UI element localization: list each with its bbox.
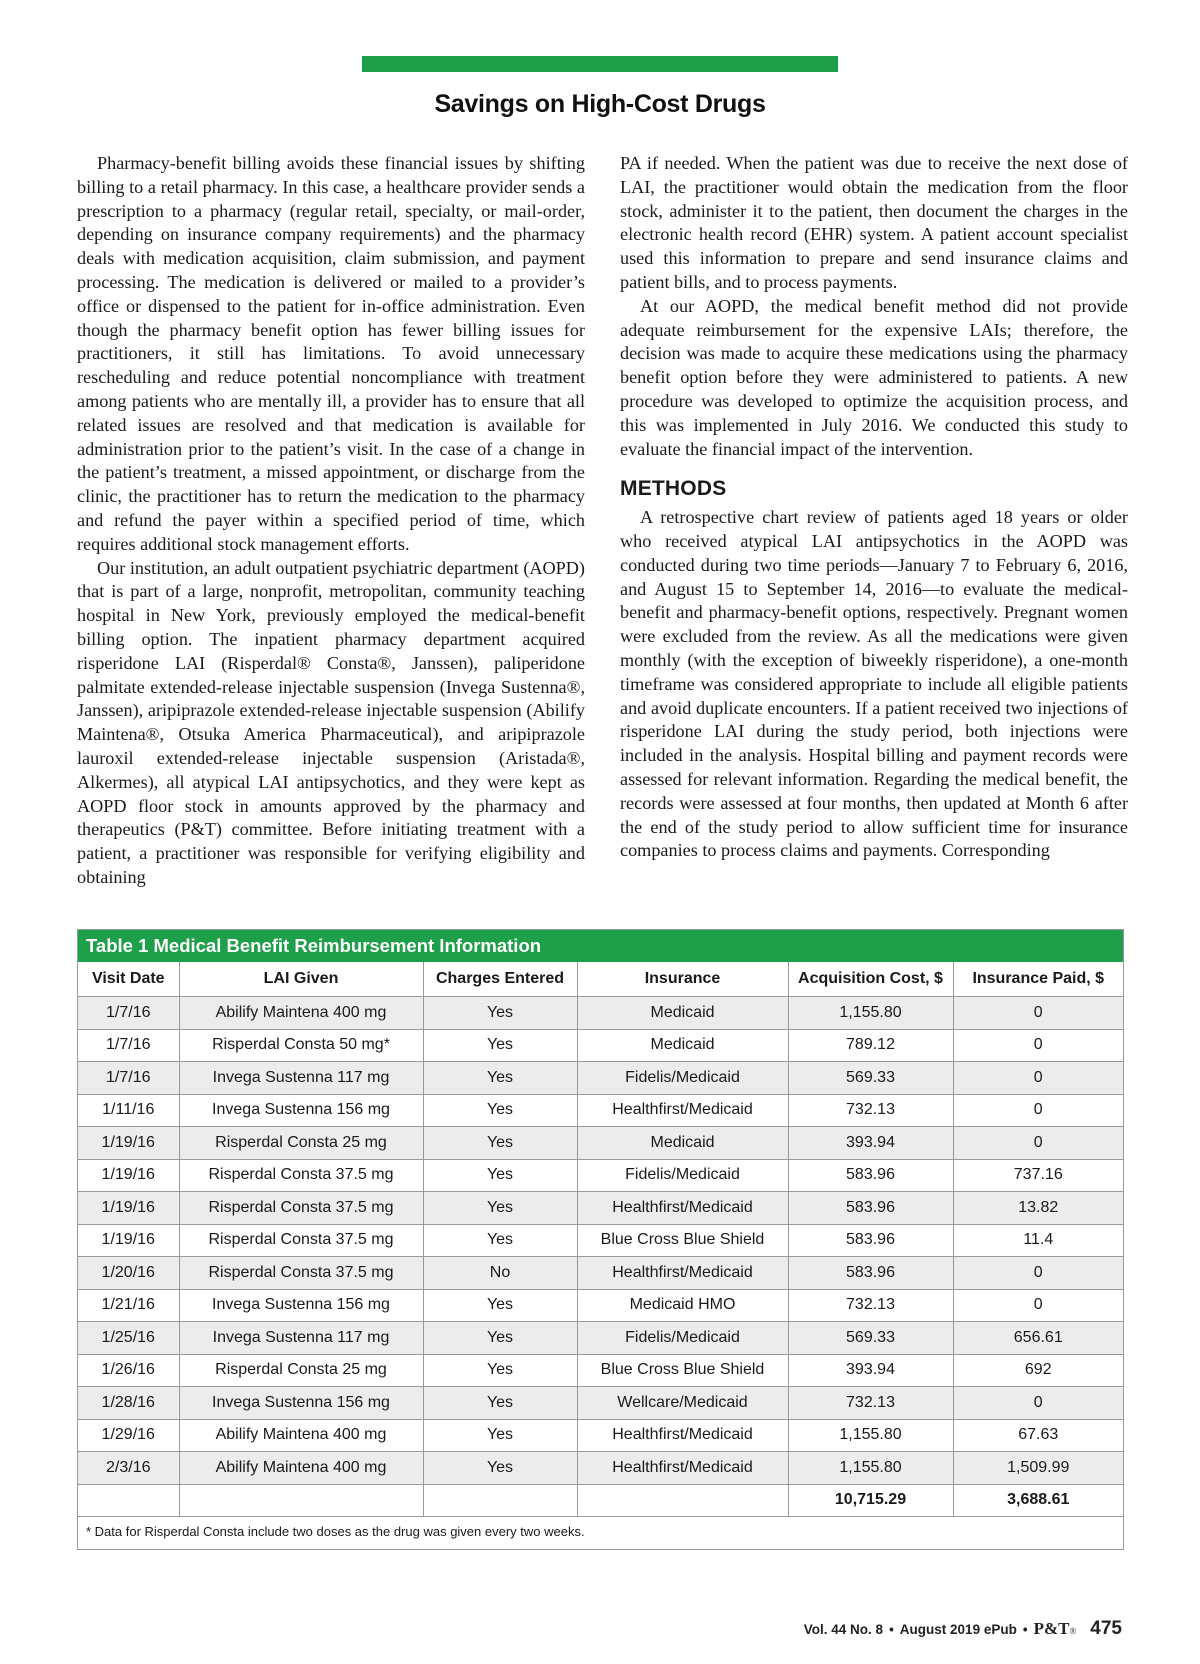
cell-insurance: Healthfirst/Medicaid xyxy=(577,1257,788,1290)
cell-charges-entered: Yes xyxy=(423,1094,577,1127)
cell-charges-entered: Yes xyxy=(423,1419,577,1452)
cell-charges-entered: Yes xyxy=(423,1289,577,1322)
table-footnote: * Data for Risperdal Consta include two doses as the drug was given every two weeks. xyxy=(86,1524,585,1539)
reimbursement-table xyxy=(78,962,1123,1517)
cell-insurance-paid: 0 xyxy=(953,1029,1123,1062)
cell-visit-date: 1/7/16 xyxy=(78,1029,179,1062)
total-visit-date xyxy=(78,1484,179,1517)
header-insurance-paid: Insurance Paid, $ xyxy=(953,962,1123,997)
cell-lai-given: Invega Sustenna 156 mg xyxy=(179,1289,423,1322)
paragraph: Our institution, an adult outpatient psychiatric department (AOPD) that is part of a large, nonprofit, metropolitan, community teaching hospital in New York, previously employed the medical-benefit billing option. The inpatient pharmacy department acquired risperidone LAI (Risperdal® Consta®, Janssen), paliperidone palmitate extended-release injectable suspension (Invega Sustenna®, Janssen), aripiprazole extended-release injectable suspension (Abilify Maintena®, Otsuka America Pharmaceutical), and aripiprazole lauroxil extended-release injectable suspension (Aristada®, Alkermes), all atypical LAI antipsychotics, and they were kept as AOPD floor stock in amounts approved by the pharmacy and therapeutics (P&T) committee. Before initiating treatment with a patient, a practitioner was responsible for verifying eligibility and obtaining xyxy=(77,557,585,887)
paragraph: Pharmacy-benefit billing avoids these financial issues by shifting billing to a retail pharmacy. In this case, a healthcare provider sends a prescription to a pharmacy (regular retail, specialty, or mail-order, depending on insurance company requirements) and the pharmacy deals with medication acquisition, claim submission, and payment processing. The medication is delivered or mailed to a provider’s office or dispensed to the patient for in-office administration. Even though the pharmacy benefit option has fewer billing issues for practitioners, it still has limitations. To avoid unnecessary rescheduling and reduce potential noncompliance with treatment among patients who are mentally ill, a provider has to ensure that all related issues are resolved and that medication is available for administration prior to the patient’s visit. In the case of a change in the patient’s treatment, a missed appointment, or discharge from the clinic, the practitioner has to return the medication to the pharmacy and refund the payer within a specified period of time, which requires additional stock management efforts. xyxy=(77,153,585,554)
cell-acquisition-cost: 732.13 xyxy=(788,1387,953,1420)
cell-insurance-paid: 656.61 xyxy=(953,1322,1123,1355)
header-charges-entered: Charges Entered xyxy=(423,962,577,997)
header-lai-given: LAI Given xyxy=(179,962,423,997)
cell-visit-date: 1/19/16 xyxy=(78,1127,179,1160)
page-footer xyxy=(804,1618,1122,1640)
cell-insurance-paid: 11.4 xyxy=(953,1224,1123,1257)
issue-date: August 2019 ePub xyxy=(899,1622,1017,1637)
header-insurance: Insurance xyxy=(577,962,788,997)
cell-visit-date: 2/3/16 xyxy=(78,1452,179,1485)
cell-lai-given: Invega Sustenna 117 mg xyxy=(179,1322,423,1355)
cell-insurance: Medicaid xyxy=(577,1029,788,1062)
separator: • xyxy=(1022,1622,1028,1637)
cell-insurance-paid: 0 xyxy=(953,1094,1123,1127)
issue-label: Vol. 44 No. 8 xyxy=(803,1622,884,1637)
cell-acquisition-cost: 583.96 xyxy=(788,1224,953,1257)
table-row xyxy=(78,1419,1123,1452)
cell-lai-given: Risperdal Consta 50 mg* xyxy=(179,1029,423,1062)
cell-insurance-paid: 0 xyxy=(953,1289,1123,1322)
cell-insurance: Medicaid HMO xyxy=(577,1289,788,1322)
table-row xyxy=(78,1062,1123,1095)
cell-insurance: Healthfirst/Medicaid xyxy=(577,1452,788,1485)
cell-charges-entered: Yes xyxy=(423,1127,577,1160)
table-row xyxy=(78,1387,1123,1420)
cell-lai-given: Abilify Maintena 400 mg xyxy=(179,1452,423,1485)
cell-insurance: Blue Cross Blue Shield xyxy=(577,1224,788,1257)
cell-insurance: Medicaid xyxy=(577,1127,788,1160)
cell-visit-date: 1/21/16 xyxy=(78,1289,179,1322)
cell-acquisition-cost: 732.13 xyxy=(788,1289,953,1322)
table-row xyxy=(78,997,1123,1030)
cell-insurance-paid: 67.63 xyxy=(953,1419,1123,1452)
journal-name: P&T xyxy=(1033,1619,1070,1638)
cell-insurance: Fidelis/Medicaid xyxy=(577,1062,788,1095)
header-visit-date: Visit Date xyxy=(78,962,179,997)
cell-visit-date: 1/29/16 xyxy=(78,1419,179,1452)
cell-lai-given: Risperdal Consta 37.5 mg xyxy=(179,1192,423,1225)
paragraph: A retrospective chart review of patients aged 18 years or older who received atypical LAI antipsychotics in the AOPD was conducted during two time periods—January 7 to February 6, 2016, and August 15 to September 14, 2016—to evaluate the medical-benefit and pharmacy-benefit options, respectively. Pregnant women were excluded from the review. As all the medications were given monthly (with the exception of biweekly risperidone), a one-month timeframe was considered appropriate to include all eligible patients and avoid duplicate encounters. If a patient received two injections of risperidone LAI during the study period, both injections were included in the analysis. Hospital billing and payment records were assessed for relevant information. Regarding the medical benefit, the records were assessed at four months, then updated at Month 6 after the end of the study period to allow sufficient time for insurance companies to process claims and payments. Corresponding xyxy=(620,507,1128,861)
cell-visit-date: 1/20/16 xyxy=(78,1257,179,1290)
cell-insurance: Healthfirst/Medicaid xyxy=(577,1419,788,1452)
table-row xyxy=(78,1127,1123,1160)
cell-acquisition-cost: 583.96 xyxy=(788,1257,953,1290)
cell-acquisition-cost: 583.96 xyxy=(788,1192,953,1225)
header-acquisition-cost: Acquisition Cost, $ xyxy=(788,962,953,997)
cell-visit-date: 1/25/16 xyxy=(78,1322,179,1355)
table-row xyxy=(78,1289,1123,1322)
cell-acquisition-cost: 1,155.80 xyxy=(788,1452,953,1485)
cell-lai-given: Risperdal Consta 37.5 mg xyxy=(179,1224,423,1257)
left-text-column xyxy=(77,152,585,890)
table-row xyxy=(78,1094,1123,1127)
cell-visit-date: 1/7/16 xyxy=(78,1062,179,1095)
total-insurance xyxy=(577,1484,788,1517)
cell-lai-given: Invega Sustenna 156 mg xyxy=(179,1094,423,1127)
cell-lai-given: Abilify Maintena 400 mg xyxy=(179,1419,423,1452)
cell-acquisition-cost: 732.13 xyxy=(788,1094,953,1127)
table-total-row xyxy=(78,1484,1123,1517)
cell-lai-given: Invega Sustenna 156 mg xyxy=(179,1387,423,1420)
registered-mark: ® xyxy=(1069,1626,1077,1636)
journal-logo xyxy=(1034,1619,1077,1639)
total-insurance-paid: 3,688.61 xyxy=(953,1484,1123,1517)
table-row xyxy=(78,1029,1123,1062)
total-charges-entered xyxy=(423,1484,577,1517)
table-row xyxy=(78,1354,1123,1387)
section-title: Savings on High-Cost Drugs xyxy=(434,90,766,118)
cell-acquisition-cost: 1,155.80 xyxy=(788,1419,953,1452)
cell-lai-given: Risperdal Consta 37.5 mg xyxy=(179,1159,423,1192)
cell-acquisition-cost: 393.94 xyxy=(788,1354,953,1387)
page-number: 475 xyxy=(1090,1618,1122,1639)
paragraph: At our AOPD, the medical benefit method did not provide adequate reimbursement for the expensive LAIs; therefore, the decision was made to acquire these medications using the pharmacy benefit option before they were administered to patients. A new procedure was developed to optimize the acquisition process, and this was implemented in July 2016. We conducted this study to evaluate the financial impact of the intervention. xyxy=(620,295,1128,459)
cell-acquisition-cost: 583.96 xyxy=(788,1159,953,1192)
cell-acquisition-cost: 393.94 xyxy=(788,1127,953,1160)
cell-insurance: Fidelis/Medicaid xyxy=(577,1322,788,1355)
table-row xyxy=(78,1257,1123,1290)
cell-insurance: Healthfirst/Medicaid xyxy=(577,1094,788,1127)
cell-visit-date: 1/19/16 xyxy=(78,1192,179,1225)
cell-charges-entered: Yes xyxy=(423,1387,577,1420)
cell-insurance: Blue Cross Blue Shield xyxy=(577,1354,788,1387)
cell-charges-entered: Yes xyxy=(423,1224,577,1257)
cell-insurance-paid: 0 xyxy=(953,1062,1123,1095)
cell-visit-date: 1/26/16 xyxy=(78,1354,179,1387)
cell-charges-entered: Yes xyxy=(423,1192,577,1225)
methods-heading: METHODS xyxy=(620,477,727,501)
table-row xyxy=(78,1192,1123,1225)
cell-acquisition-cost: 789.12 xyxy=(788,1029,953,1062)
cell-visit-date: 1/28/16 xyxy=(78,1387,179,1420)
cell-lai-given: Invega Sustenna 117 mg xyxy=(179,1062,423,1095)
cell-charges-entered: Yes xyxy=(423,1062,577,1095)
table-row xyxy=(78,1159,1123,1192)
cell-lai-given: Risperdal Consta 25 mg xyxy=(179,1127,423,1160)
cell-charges-entered: No xyxy=(423,1257,577,1290)
table-row xyxy=(78,1322,1123,1355)
table-row xyxy=(78,1452,1123,1485)
cell-acquisition-cost: 569.33 xyxy=(788,1062,953,1095)
cell-insurance-paid: 0 xyxy=(953,1387,1123,1420)
cell-visit-date: 1/19/16 xyxy=(78,1159,179,1192)
table-1 xyxy=(77,929,1124,1550)
cell-charges-entered: Yes xyxy=(423,1159,577,1192)
cell-acquisition-cost: 569.33 xyxy=(788,1322,953,1355)
separator: • xyxy=(889,1622,894,1637)
cell-charges-entered: Yes xyxy=(423,1322,577,1355)
total-lai-given xyxy=(179,1484,423,1517)
cell-insurance: Medicaid xyxy=(577,997,788,1030)
cell-charges-entered: Yes xyxy=(423,997,577,1030)
cell-insurance: Healthfirst/Medicaid xyxy=(577,1192,788,1225)
cell-insurance-paid: 0 xyxy=(953,1257,1123,1290)
cell-insurance-paid: 692 xyxy=(953,1354,1123,1387)
cell-insurance-paid: 737.16 xyxy=(953,1159,1123,1192)
cell-charges-entered: Yes xyxy=(423,1029,577,1062)
right-text-column xyxy=(620,152,1128,863)
cell-insurance-paid: 1,509.99 xyxy=(953,1452,1123,1485)
table-caption: Table 1 Medical Benefit Reimbursement Information xyxy=(78,930,1123,962)
cell-visit-date: 1/19/16 xyxy=(78,1224,179,1257)
cell-lai-given: Abilify Maintena 400 mg xyxy=(179,997,423,1030)
cell-lai-given: Risperdal Consta 37.5 mg xyxy=(179,1257,423,1290)
cell-charges-entered: Yes xyxy=(423,1354,577,1387)
cell-acquisition-cost: 1,155.80 xyxy=(788,997,953,1030)
cell-insurance-paid: 0 xyxy=(953,997,1123,1030)
cell-insurance: Fidelis/Medicaid xyxy=(577,1159,788,1192)
cell-visit-date: 1/7/16 xyxy=(78,997,179,1030)
cell-charges-entered: Yes xyxy=(423,1452,577,1485)
cell-insurance-paid: 0 xyxy=(953,1127,1123,1160)
total-acquisition-cost: 10,715.29 xyxy=(788,1484,953,1517)
cell-insurance-paid: 13.82 xyxy=(953,1192,1123,1225)
cell-visit-date: 1/11/16 xyxy=(78,1094,179,1127)
section-color-bar xyxy=(362,56,838,72)
cell-insurance: Wellcare/Medicaid xyxy=(577,1387,788,1420)
cell-lai-given: Risperdal Consta 25 mg xyxy=(179,1354,423,1387)
paragraph: PA if needed. When the patient was due to receive the next dose of LAI, the practitioner would obtain the medication from the floor stock, administer it to the patient, then document the charges in the electronic health record (EHR) system. A patient account specialist used this information to prepare and send insurance claims and patient bills, and to process payments. xyxy=(620,153,1128,292)
table-row xyxy=(78,1224,1123,1257)
table-header-row xyxy=(78,962,1123,997)
